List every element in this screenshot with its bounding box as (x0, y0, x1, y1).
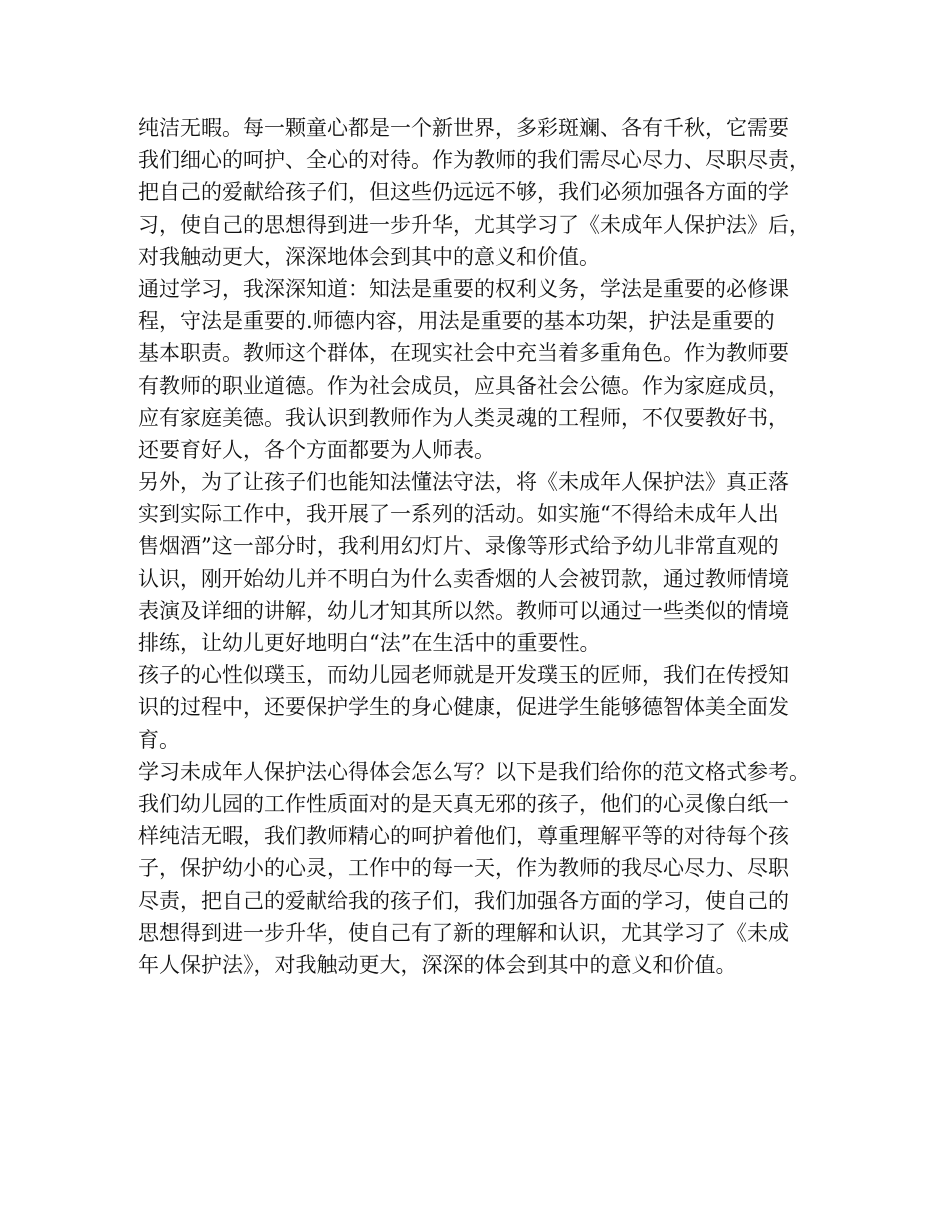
text-line: 学习未成年人保护法心得体会怎么写？以下是我们给你的范文格式参考。 (138, 759, 810, 784)
text-line: 有教师的职业道德。作为社会成员，应具备社会公德。作为家庭成员， (138, 373, 789, 398)
text-line: 年人保护法》，对我触动更大，深深的体会到其中的意义和价值。 (138, 952, 737, 977)
text-line: 售烟酒”这一部分时，我利用幻灯片、录像等形式给予幼儿非常直观的 (138, 534, 779, 559)
text-line: 认识，刚开始幼儿并不明白为什么卖香烟的人会被罚款，通过教师情境 (138, 566, 789, 591)
text-line: 通过学习，我深深知道：知法是重要的权利义务，学法是重要的必修课 (138, 276, 789, 301)
text-line: 样纯洁无暇，我们教师精心的呵护着他们，尊重理解平等的对待每个孩 (138, 824, 789, 849)
paragraph-5 (138, 756, 838, 788)
text-line: 尽责，把自己的爱献给我的孩子们，我们加强各方面的学习，使自己的 (138, 888, 789, 913)
paragraph-1 (138, 112, 838, 273)
text-line: 应有家庭美德。我认识到教师作为人类灵魂的工程师，不仅要教好书， (138, 405, 789, 430)
text-line: 对我触动更大，深深地体会到其中的意义和价值。 (138, 244, 600, 269)
text-line: 另外，为了让孩子们也能知法懂法守法，将《未成年人保护法》真正落 (138, 470, 789, 495)
text-line: 思想得到进一步升华，使自己有了新的理解和认识，尤其学习了《未成 (138, 920, 789, 945)
text-line: 纯洁无暇。每一颗童心都是一个新世界，多彩斑斓、各有千秋，它需要 (138, 116, 789, 140)
paragraph-6 (138, 788, 838, 981)
text-line: 孩子的心性似璞玉，而幼儿园老师就是开发璞玉的匠师，我们在传授知 (138, 663, 789, 688)
text-line: 基本职责。教师这个群体，在现实社会中充当着多重角色。作为教师要 (138, 341, 789, 366)
paragraph-3 (138, 466, 838, 659)
text-line: 排练，让幼儿更好地明白“法”在生活中的重要性。 (138, 631, 601, 655)
text-line: 我们幼儿园的工作性质面对的是天真无邪的孩子，他们的心灵像白纸一 (138, 791, 789, 816)
text-line: 识的过程中，还要保护学生的身心健康，促进学生能够德智体美全面发 (138, 695, 789, 720)
text-line: 习，使自己的思想得到进一步升华，尤其学习了《未成年人保护法》后， (138, 212, 810, 237)
text-line: 把自己的爱献给孩子们，但这些仍远远不够，我们必须加强各方面的学 (138, 180, 789, 205)
text-line: 育。 (138, 727, 180, 752)
paragraph-4 (138, 659, 838, 756)
text-line: 实到实际工作中，我开展了一系列的活动。如实施“不得给未成年人出 (138, 502, 779, 527)
text-line: 还要育好人，各个方面都要为人师表。 (138, 437, 495, 462)
text-line: 程，守法是重要的.师德内容，用法是重要的基本功架，护法是重要的 (138, 309, 775, 334)
text-line: 子，保护幼小的心灵，工作中的每一天，作为教师的我尽心尽力、尽职 (138, 856, 789, 881)
text-line: 表演及详细的讲解，幼儿才知其所以然。教师可以通过一些类似的情境 (138, 598, 789, 623)
document-body (138, 112, 838, 981)
paragraph-2 (138, 273, 838, 466)
text-line: 我们细心的呵护、全心的对待。作为教师的我们需尽心尽力、尽职尽责， (138, 148, 810, 173)
